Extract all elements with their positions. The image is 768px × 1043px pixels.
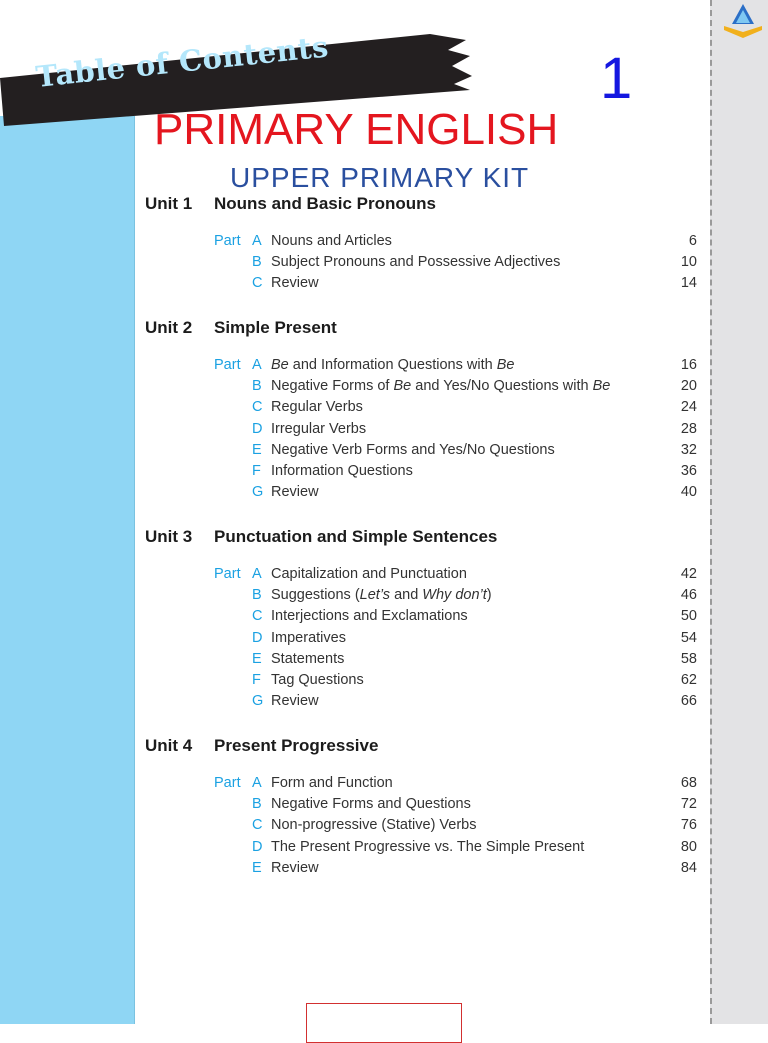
part-label: Part — [214, 357, 241, 373]
entry-title-segment: Negative Forms of — [271, 378, 394, 395]
page-number: 10 — [680, 254, 697, 271]
page-number: 40 — [680, 484, 697, 501]
entry-title-segment: and Yes/No Questions with — [411, 378, 593, 395]
entry-title-segment: Irregular Verbs — [271, 420, 367, 437]
toc-entry[interactable] — [214, 587, 697, 607]
page-number: 68 — [680, 775, 697, 791]
entry-title-segment: Imperatives — [271, 629, 346, 646]
toc-entry[interactable] — [214, 399, 697, 419]
toc-entry[interactable] — [214, 275, 697, 295]
page-number: 28 — [680, 420, 697, 437]
part-letter: A — [252, 566, 262, 582]
part-letter: D — [252, 420, 263, 437]
page-number: 6 — [688, 233, 697, 249]
part-letter: D — [252, 629, 263, 646]
entry-title-segment: Negative Verb Forms and Yes/No Questions — [271, 441, 555, 458]
toc-entry[interactable] — [214, 233, 697, 253]
part-letter: B — [252, 796, 262, 813]
book-logo-icon — [720, 2, 766, 42]
entry-title — [271, 672, 364, 688]
part-letter: F — [252, 672, 261, 688]
toc-entry[interactable] — [214, 672, 697, 692]
entry-title-segment: Be — [271, 357, 289, 373]
unit-heading — [145, 194, 436, 214]
toc-entry[interactable] — [214, 608, 697, 628]
entry-title — [271, 839, 584, 855]
page-number: 16 — [680, 357, 697, 373]
right-gutter — [710, 0, 768, 1024]
entry-title — [271, 399, 363, 415]
bottom-frame — [306, 1003, 462, 1043]
page-number: 32 — [680, 441, 697, 458]
entry-title-segment: ) — [486, 587, 492, 604]
page-number: 76 — [680, 817, 697, 834]
kit-subtitle: UPPER PRIMARY KIT — [230, 162, 530, 193]
part-letter: A — [252, 775, 262, 791]
entry-title-segment: The Present Progressive vs. The Simple Present — [271, 838, 585, 855]
page-number: 80 — [680, 838, 697, 855]
toc-entry[interactable] — [214, 775, 697, 795]
part-letter: G — [252, 693, 264, 710]
entry-title-segment: Information Questions — [271, 463, 413, 479]
entry-title-segment: Review — [271, 859, 319, 876]
page-number: 42 — [680, 566, 697, 582]
entry-title — [271, 275, 319, 291]
toc-entry[interactable] — [214, 463, 697, 483]
part-letter: C — [252, 608, 263, 625]
entry-title — [271, 860, 319, 876]
page-number: 54 — [680, 629, 697, 646]
book-title: PRIMARY ENGLISH — [154, 105, 559, 154]
page-number: 24 — [680, 399, 697, 416]
entry-title-segment: Review — [271, 275, 319, 292]
unit-heading — [145, 736, 378, 756]
entry-title-segment: Suggestions ( — [271, 587, 360, 604]
page-number: 72 — [680, 796, 697, 813]
page-number: 46 — [680, 587, 697, 604]
part-letter: C — [252, 399, 263, 416]
unit-title: Present Progressive — [214, 736, 379, 755]
entry-title-segment: Let’s — [359, 587, 391, 604]
toc-entry[interactable] — [214, 421, 697, 441]
entry-title — [271, 630, 346, 646]
entry-title — [271, 463, 413, 479]
page-number: 58 — [680, 650, 697, 667]
entry-title — [271, 817, 477, 833]
toc-entry[interactable] — [214, 630, 697, 650]
entry-title — [271, 254, 560, 270]
entry-title-segment: Be — [393, 378, 412, 395]
entry-title — [271, 775, 393, 791]
part-letter: E — [252, 859, 262, 876]
page-number: 14 — [680, 275, 697, 292]
page-number: 84 — [680, 859, 697, 876]
toc-entry[interactable] — [214, 839, 697, 859]
entry-title-segment: Review — [271, 693, 319, 710]
toc-entry[interactable] — [214, 566, 697, 586]
entry-title — [271, 378, 610, 394]
toc-entry[interactable] — [214, 860, 697, 880]
entry-title-segment: Nouns and Articles — [271, 233, 392, 249]
unit-number: Unit 3 — [145, 527, 193, 546]
part-label: Part — [214, 775, 241, 791]
entry-title-segment: Statements — [271, 650, 345, 667]
entry-title — [271, 796, 471, 812]
part-letter: D — [252, 838, 263, 855]
part-label: Part — [214, 233, 241, 249]
part-letter: B — [252, 254, 262, 271]
unit-number: Unit 2 — [145, 318, 193, 337]
toc-entry[interactable] — [214, 442, 697, 462]
entry-title — [271, 693, 319, 709]
entry-title — [271, 566, 467, 582]
entry-title-segment: Review — [271, 484, 319, 501]
entry-title — [271, 484, 319, 500]
entry-title — [271, 421, 366, 437]
unit-heading — [145, 318, 337, 338]
toc-entry[interactable] — [214, 378, 697, 398]
part-letter: G — [252, 484, 264, 501]
part-label: Part — [214, 566, 241, 582]
entry-title-segment: Capitalization and Punctuation — [271, 566, 467, 582]
toc-heading: Table of Contents — [34, 29, 331, 94]
entry-title-segment: and Information Questions with — [288, 357, 497, 373]
unit-title: Punctuation and Simple Sentences — [214, 527, 498, 546]
entry-title — [271, 233, 392, 249]
part-letter: E — [252, 650, 262, 667]
page-number: 50 — [680, 608, 697, 625]
unit-number: Unit 4 — [145, 736, 193, 755]
page-number: 66 — [680, 693, 697, 710]
page-number: 20 — [680, 378, 697, 395]
entry-title-segment: Form and Function — [271, 775, 393, 791]
entry-title — [271, 357, 514, 373]
entry-title-segment: and — [390, 587, 423, 604]
part-letter: A — [252, 233, 262, 249]
toc-entry[interactable] — [214, 651, 697, 671]
entry-title-segment: Be — [592, 378, 611, 395]
page-number: 36 — [680, 463, 697, 479]
entry-title-segment: Subject Pronouns and Possessive Adjectives — [271, 254, 561, 271]
part-letter: F — [252, 463, 261, 479]
toc-entry[interactable] — [214, 357, 697, 377]
part-letter: C — [252, 817, 263, 834]
page-number: 62 — [680, 672, 697, 688]
unit-number: Unit 1 — [145, 194, 193, 213]
toc-entry[interactable] — [214, 817, 697, 837]
entry-title — [271, 587, 492, 603]
entry-title-segment: Why don’t — [422, 587, 487, 604]
part-letter: B — [252, 587, 262, 604]
toc-entry[interactable] — [214, 693, 697, 713]
left-color-band — [0, 116, 135, 1024]
entry-title — [271, 442, 555, 458]
part-letter: A — [252, 357, 262, 373]
volume-number: 1 — [600, 46, 633, 111]
entry-title-segment: Interjections and Exclamations — [271, 608, 468, 625]
part-letter: C — [252, 275, 263, 292]
entry-title-segment: Tag Questions — [271, 672, 364, 688]
entry-title-segment: Negative Forms and Questions — [271, 796, 471, 813]
entry-title — [271, 608, 468, 624]
unit-title: Nouns and Basic Pronouns — [214, 194, 436, 213]
unit-title: Simple Present — [214, 318, 337, 337]
entry-title — [271, 651, 344, 667]
entry-title-segment: Non-progressive (Stative) Verbs — [271, 817, 477, 834]
toc-entry[interactable] — [214, 254, 697, 274]
part-letter: E — [252, 441, 262, 458]
part-letter: B — [252, 378, 262, 395]
toc-entry[interactable] — [214, 796, 697, 816]
entry-title-segment: Regular Verbs — [271, 399, 363, 416]
unit-heading — [145, 527, 497, 547]
entry-title-segment: Be — [496, 357, 515, 373]
toc-entry[interactable] — [214, 484, 697, 504]
